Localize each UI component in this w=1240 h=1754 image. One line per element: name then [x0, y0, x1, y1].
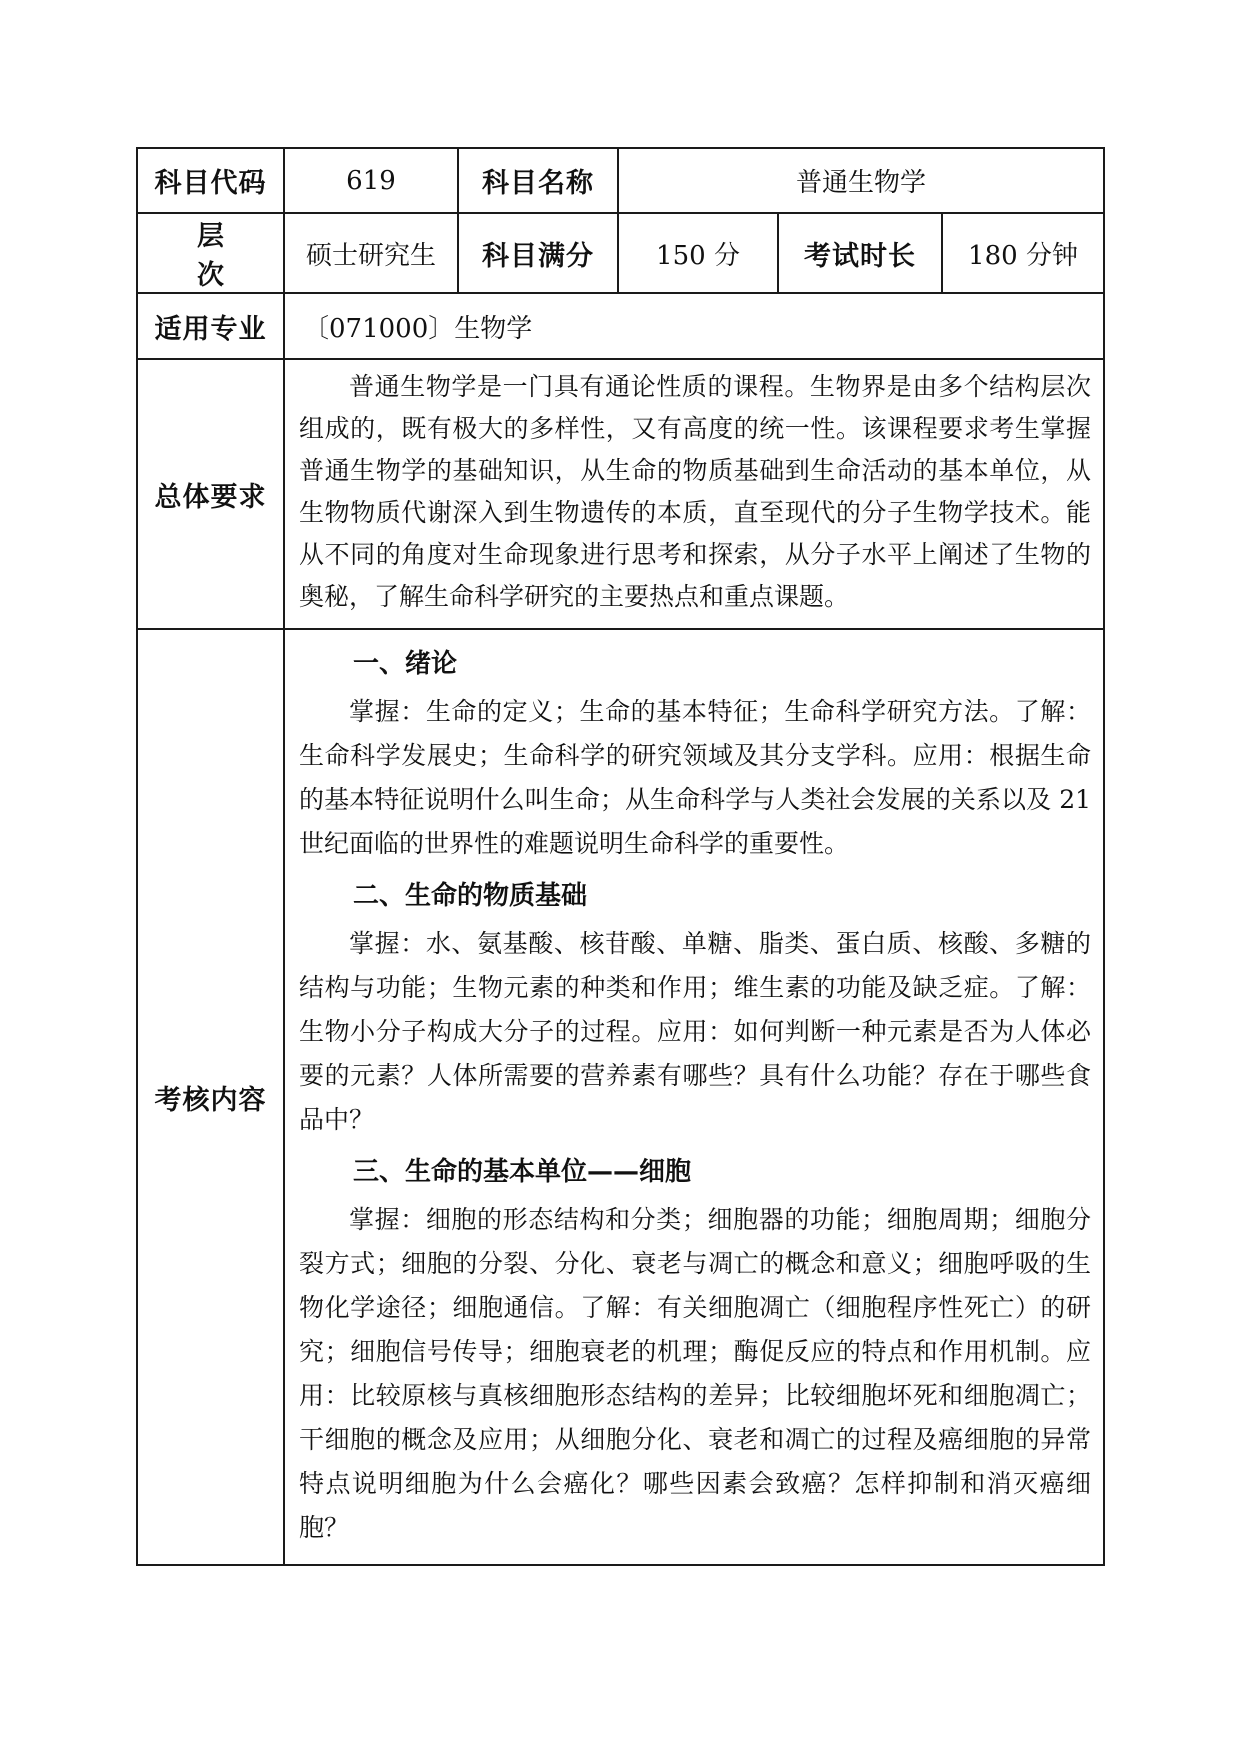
requirements-cell	[284, 359, 1104, 629]
subject-code-value: 619	[284, 148, 458, 213]
major-label: 适用专业	[137, 293, 284, 359]
subject-code-label: 科目代码	[137, 148, 284, 213]
syllabus-table	[136, 147, 1105, 1566]
full-score-value: 150 分	[618, 213, 778, 293]
exam-duration-value: 180 分钟	[942, 213, 1104, 293]
level-label: 层 次	[137, 213, 284, 293]
section-text: 掌握：细胞的形态结构和分类；细胞器的功能；细胞周期；细胞分裂方式；细胞的分裂、分化、衰老与凋亡的概念和意义；细胞呼吸的生物化学途径；细胞通信。了解：有关细胞凋亡（细胞程序性死亡）的研究；细胞信号传导；细胞衰老的机理；酶促反应的特点和作用机制。应用：比较原核与真核细胞形态结构的差异；比较细胞坏死和细胞凋亡；干细胞的概念及应用；从细胞分化、衰老和凋亡的过程及癌细胞的异常特点说明细胞为什么会癌化？哪些因素会致癌？怎样抑制和消灭癌细胞？	[299, 1205, 1092, 1542]
section-introduction	[299, 638, 1091, 866]
requirements-label: 总体要求	[137, 359, 284, 629]
section-text: 掌握：生命的定义；生命的基本特征；生命科学研究方法。了解：生命科学发展史；生命科学的研究领域及其分支学科。应用：根据生命的基本特征说明什么叫生命；从生命科学与人类社会发展的关系以及 21 世纪面临的世界性的难题说明生命科学的重要性。	[299, 697, 1092, 858]
requirements-text: 普通生物学是一门具有通论性质的课程。生物界是由多个结构层次组成的，既有极大的多样性，又有高度的统一性。该课程要求考生掌握普通生物学的基础知识，从生命的物质基础到生命活动的基本单位，从生物物质代谢深入到生物遗传的本质，直至现代的分子生物学技术。能从不同的角度对生命现象进行思考和探索，从分子水平上阐述了生物的奥秘，了解生命科学研究的主要热点和重点课题。	[299, 372, 1092, 611]
full-score-label: 科目满分	[458, 213, 618, 293]
table-row	[137, 629, 1104, 1565]
section-material-basis	[299, 870, 1091, 1142]
section-title: 三、生命的基本单位——细胞	[353, 1157, 692, 1187]
section-title: 二、生命的物质基础	[353, 881, 588, 911]
section-cell	[299, 1146, 1091, 1550]
section-text: 掌握：水、氨基酸、核苷酸、单糖、脂类、蛋白质、核酸、多糖的结构与功能；生物元素的种类和作用；维生素的功能及缺乏症。了解：生物小分子构成大分子的过程。应用：如何判断一种元素是否为人体必要的元素？人体所需要的营养素有哪些？具有什么功能？存在于哪些食品中？	[299, 929, 1092, 1134]
table-row	[137, 359, 1104, 629]
content-label: 考核内容	[137, 629, 284, 1565]
exam-duration-label: 考试时长	[778, 213, 942, 293]
content-cell	[284, 629, 1104, 1565]
level-value: 硕士研究生	[284, 213, 458, 293]
subject-name-value: 普通生物学	[618, 148, 1104, 213]
table-row	[137, 213, 1104, 293]
section-title: 一、绪论	[353, 649, 458, 679]
major-value: 〔071000〕生物学	[284, 293, 1104, 359]
table-row	[137, 148, 1104, 213]
subject-name-label: 科目名称	[458, 148, 618, 213]
table-row	[137, 293, 1104, 359]
